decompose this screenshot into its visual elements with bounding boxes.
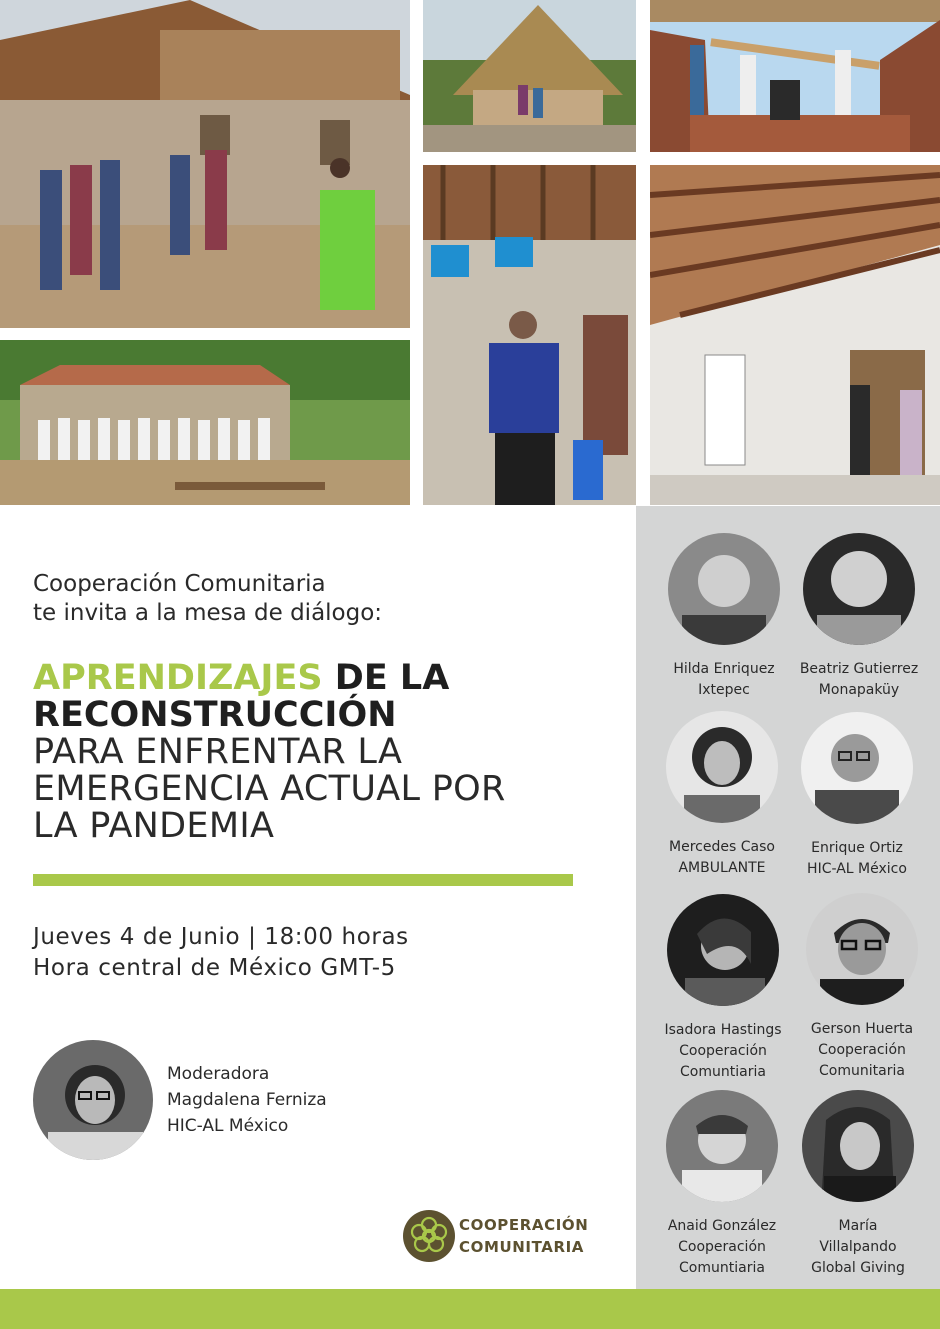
cooperacion-logo-icon [403, 1210, 455, 1262]
speaker-line: Isadora Hastings [664, 1022, 782, 1038]
speaker-avatar [666, 711, 778, 823]
speaker-line: Cooperación [818, 1042, 906, 1058]
interior-room-photo [650, 165, 940, 505]
speaker-name [647, 837, 797, 879]
event-datetime [33, 922, 409, 984]
logo-line-2: COMUNITARIA [459, 1238, 585, 1256]
speaker-card [783, 1090, 933, 1279]
speaker-name [648, 1020, 798, 1083]
title-bold-rest: DE LA [322, 658, 450, 698]
title-line-5: LA PANDEMIA [33, 806, 275, 846]
speaker-card [648, 894, 798, 1083]
speaker-avatar [666, 1090, 778, 1202]
speaker-line: Gerson Huerta [810, 1021, 914, 1037]
speaker-card [647, 1090, 797, 1279]
moderator-info [167, 1061, 327, 1139]
speaker-line: Cooperación [678, 1239, 766, 1255]
speaker-avatar [803, 533, 915, 645]
speaker-avatar [806, 893, 918, 1005]
thatched-house-photo [423, 0, 636, 152]
speaker-card [649, 533, 799, 701]
logo-wordmark [459, 1214, 588, 1258]
speaker-name [787, 1019, 937, 1082]
moderator-org: HIC-AL México [167, 1116, 289, 1136]
speaker-line: Villalpando [819, 1239, 897, 1255]
speaker-line: Monapaküy [818, 682, 900, 698]
speaker-avatar [802, 1090, 914, 1202]
green-footer-bar [0, 1289, 940, 1329]
title-line-1 [33, 660, 593, 697]
speaker-avatar [668, 533, 780, 645]
speaker-line: Anaid González [667, 1218, 777, 1234]
speaker-line: Mercedes Caso [669, 839, 775, 855]
roof-construction-photo [650, 0, 940, 152]
title-line-3: PARA ENFRENTAR LA [33, 732, 403, 772]
moderator-role: Moderadora [167, 1064, 270, 1084]
speaker-card [787, 893, 937, 1082]
title-line-4: EMERGENCIA ACTUAL POR [33, 769, 506, 809]
speaker-card [784, 533, 934, 701]
speaker-line: María [838, 1218, 878, 1234]
speaker-name [783, 1216, 933, 1279]
school-group-photo [0, 340, 410, 505]
event-date: Jueves 4 de Junio | 18:00 horas [33, 924, 409, 950]
speaker-line: AMBULANTE [678, 860, 766, 876]
speaker-card [782, 712, 932, 880]
event-timezone: Hora central de México GMT-5 [33, 955, 396, 981]
speaker-line: Hilda Enriquez [673, 661, 775, 677]
invitation-line-2: te invita a la mesa de diálogo: [33, 600, 383, 626]
speaker-avatar [667, 894, 779, 1006]
speaker-line: Enrique Ortiz [811, 840, 903, 856]
moderator-avatar [33, 1040, 153, 1160]
speaker-card [647, 711, 797, 879]
speaker-line: HIC-AL México [807, 861, 907, 877]
title-accent-word: APRENDIZAJES [33, 658, 323, 698]
speaker-name [649, 659, 799, 701]
speaker-name [782, 838, 932, 880]
speaker-name [647, 1216, 797, 1279]
invitation-line-1: Cooperación Comunitaria [33, 571, 326, 597]
logo-line-1: COOPERACIÓN [459, 1216, 589, 1234]
speaker-line: Ixtepec [698, 682, 750, 698]
speaker-line: Global Giving [811, 1260, 905, 1276]
green-divider [33, 874, 573, 886]
speaker-avatar [801, 712, 913, 824]
speaker-name [784, 659, 934, 701]
event-title [33, 660, 593, 845]
community-meeting-photo [0, 0, 410, 328]
speaker-line: Comuntiaria [680, 1064, 766, 1080]
moderator-name: Magdalena Ferniza [167, 1090, 327, 1110]
speaker-line: Comuntiaria [679, 1260, 765, 1276]
invitation-text [33, 570, 382, 628]
speaker-line: Beatriz Gutierrez [799, 661, 919, 677]
speaker-line: Comunitaria [819, 1063, 905, 1079]
woman-in-kitchen-photo [423, 165, 636, 505]
speaker-line: Cooperación [679, 1043, 767, 1059]
title-line-2: RECONSTRUCCIÓN [33, 695, 397, 735]
